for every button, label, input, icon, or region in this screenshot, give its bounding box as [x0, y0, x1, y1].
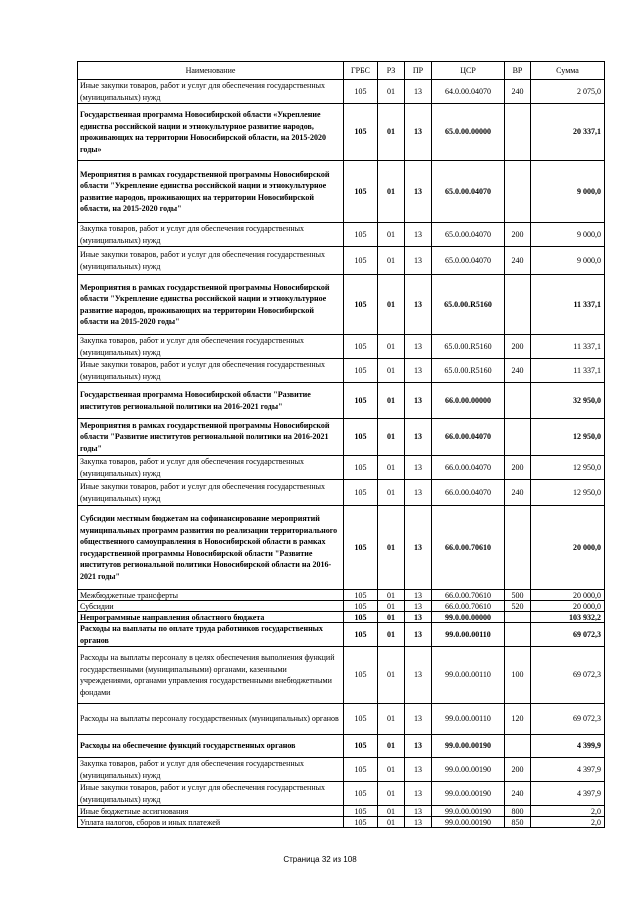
cell-rz: 01 — [378, 247, 405, 275]
cell-grbs: 105 — [344, 623, 378, 647]
cell-name: Уплата налогов, сборов и иных платежей — [78, 817, 344, 828]
table-row — [78, 612, 605, 623]
cell-name: Государственная программа Новосибирской области «Укрепление единства российской нации и этнокультурное развитие народов, проживающих на территории Новосибирской области, на 2015-2020 годы» — [78, 104, 344, 161]
table-row — [78, 817, 605, 828]
cell-name: Государственная программа Новосибирской области "Развитие институтов региональной политики на 2016-2021 годы" — [78, 383, 344, 419]
cell-vr: 500 — [505, 590, 531, 601]
cell-sum: 20 000,0 — [531, 590, 605, 601]
table-row — [78, 782, 605, 806]
cell-pr: 13 — [405, 806, 432, 817]
table-row — [78, 80, 605, 104]
cell-name: Закупка товаров, работ и услуг для обеспечения государственных (муниципальных) нужд — [78, 223, 344, 247]
cell-csr: 65.0.00.04070 — [432, 161, 505, 223]
cell-pr: 13 — [405, 704, 432, 735]
header-pr: ПР — [405, 62, 432, 80]
table-row — [78, 590, 605, 601]
cell-name: Мероприятия в рамках государственной программы Новосибирской области "Укрепление единства российской нации и этнокультурное развитие народов, проживающих на территории Новосибирской области, на 2015-2020 годы" — [78, 161, 344, 223]
header-vr: ВР — [505, 62, 531, 80]
cell-rz: 01 — [378, 456, 405, 480]
cell-rz: 01 — [378, 275, 405, 335]
cell-name: Закупка товаров, работ и услуг для обеспечения государственных (муниципальных) нужд — [78, 758, 344, 782]
cell-vr: 240 — [505, 782, 531, 806]
cell-rz: 01 — [378, 704, 405, 735]
cell-name: Расходы на выплаты персоналу в целях обеспечения выполнения функций государственными (муниципальными) органами, казенными учреждениями, органами управления государственными внебюджетными фондами — [78, 647, 344, 704]
table-row — [78, 704, 605, 735]
cell-rz: 01 — [378, 506, 405, 590]
cell-pr: 13 — [405, 275, 432, 335]
cell-grbs: 105 — [344, 735, 378, 758]
cell-csr: 66.0.00.04070 — [432, 480, 505, 506]
cell-name: Иные закупки товаров, работ и услуг для обеспечения государственных (муниципальных) нужд — [78, 359, 344, 383]
cell-pr: 13 — [405, 80, 432, 104]
table-row — [78, 480, 605, 506]
cell-pr: 13 — [405, 104, 432, 161]
cell-name: Иные закупки товаров, работ и услуг для обеспечения государственных (муниципальных) нужд — [78, 80, 344, 104]
cell-grbs: 105 — [344, 275, 378, 335]
cell-csr: 65.0.00.R5160 — [432, 275, 505, 335]
cell-vr: 240 — [505, 359, 531, 383]
cell-name: Расходы на выплаты по оплате труда работников государственных органов — [78, 623, 344, 647]
table-row — [78, 601, 605, 612]
cell-vr — [505, 506, 531, 590]
budget-table-container — [77, 61, 604, 828]
cell-csr: 99.0.00.00190 — [432, 817, 505, 828]
cell-vr: 200 — [505, 223, 531, 247]
cell-grbs: 105 — [344, 601, 378, 612]
cell-rz: 01 — [378, 758, 405, 782]
table-row — [78, 647, 605, 704]
cell-pr: 13 — [405, 623, 432, 647]
cell-csr: 99.0.00.00110 — [432, 647, 505, 704]
cell-csr: 66.0.00.70610 — [432, 506, 505, 590]
cell-sum: 20 337,1 — [531, 104, 605, 161]
cell-grbs: 105 — [344, 590, 378, 601]
cell-csr: 66.0.00.04070 — [432, 419, 505, 456]
header-rz: РЗ — [378, 62, 405, 80]
cell-rz: 01 — [378, 480, 405, 506]
cell-vr: 240 — [505, 247, 531, 275]
cell-pr: 13 — [405, 480, 432, 506]
cell-vr — [505, 275, 531, 335]
cell-grbs: 105 — [344, 782, 378, 806]
cell-rz: 01 — [378, 161, 405, 223]
cell-name: Субсидии местным бюджетам на софинансирование мероприятий муниципальных программ развития по реализации территориального общественного самоуправления в Новосибирской области в рамках государственной программы Новосибирской области "Развитие институтов региональной политики Новосибирской области на 2016-2021 годы" — [78, 506, 344, 590]
cell-grbs: 105 — [344, 612, 378, 623]
cell-sum: 2,0 — [531, 817, 605, 828]
table-row — [78, 806, 605, 817]
cell-name: Мероприятия в рамках государственной программы Новосибирской области "Развитие институтов региональной политики на 2016-2021 годы" — [78, 419, 344, 456]
header-name: Наименование — [78, 62, 344, 80]
cell-grbs: 105 — [344, 480, 378, 506]
cell-name: Межбюджетные трансферты — [78, 590, 344, 601]
cell-sum: 2 075,0 — [531, 80, 605, 104]
cell-sum: 32 950,0 — [531, 383, 605, 419]
cell-csr: 99.0.00.00190 — [432, 806, 505, 817]
cell-pr: 13 — [405, 735, 432, 758]
table-row — [78, 223, 605, 247]
cell-grbs: 105 — [344, 506, 378, 590]
cell-sum: 11 337,1 — [531, 359, 605, 383]
cell-vr: 240 — [505, 480, 531, 506]
cell-rz: 01 — [378, 612, 405, 623]
cell-sum: 4 399,9 — [531, 735, 605, 758]
cell-name: Субсидии — [78, 601, 344, 612]
cell-grbs: 105 — [344, 104, 378, 161]
cell-vr: 100 — [505, 647, 531, 704]
cell-vr: 200 — [505, 456, 531, 480]
cell-vr: 120 — [505, 704, 531, 735]
cell-csr: 66.0.00.00000 — [432, 383, 505, 419]
cell-sum: 9 000,0 — [531, 247, 605, 275]
cell-rz: 01 — [378, 647, 405, 704]
cell-vr: 240 — [505, 80, 531, 104]
cell-vr — [505, 104, 531, 161]
cell-csr: 99.0.00.00110 — [432, 623, 505, 647]
cell-sum: 4 397,9 — [531, 758, 605, 782]
cell-grbs: 105 — [344, 647, 378, 704]
cell-sum: 9 000,0 — [531, 161, 605, 223]
cell-vr — [505, 419, 531, 456]
table-row — [78, 104, 605, 161]
cell-vr — [505, 612, 531, 623]
cell-rz: 01 — [378, 623, 405, 647]
cell-sum: 2,0 — [531, 806, 605, 817]
cell-sum: 69 072,3 — [531, 647, 605, 704]
header-sum: Сумма — [531, 62, 605, 80]
table-row — [78, 335, 605, 359]
cell-grbs: 105 — [344, 80, 378, 104]
table-row — [78, 735, 605, 758]
cell-csr: 66.0.00.70610 — [432, 601, 505, 612]
cell-sum: 20 000,0 — [531, 506, 605, 590]
cell-rz: 01 — [378, 782, 405, 806]
cell-pr: 13 — [405, 383, 432, 419]
cell-sum: 4 397,9 — [531, 782, 605, 806]
cell-grbs: 105 — [344, 335, 378, 359]
cell-pr: 13 — [405, 601, 432, 612]
cell-csr: 99.0.00.00110 — [432, 704, 505, 735]
cell-rz: 01 — [378, 817, 405, 828]
cell-pr: 13 — [405, 647, 432, 704]
cell-rz: 01 — [378, 419, 405, 456]
cell-csr: 99.0.00.00000 — [432, 612, 505, 623]
cell-vr — [505, 161, 531, 223]
cell-grbs: 105 — [344, 223, 378, 247]
cell-vr: 800 — [505, 806, 531, 817]
cell-csr: 66.0.00.04070 — [432, 456, 505, 480]
header-csr: ЦСР — [432, 62, 505, 80]
cell-pr: 13 — [405, 359, 432, 383]
cell-pr: 13 — [405, 161, 432, 223]
cell-rz: 01 — [378, 383, 405, 419]
cell-sum: 12 950,0 — [531, 456, 605, 480]
cell-sum: 11 337,1 — [531, 335, 605, 359]
cell-grbs: 105 — [344, 817, 378, 828]
cell-rz: 01 — [378, 359, 405, 383]
cell-name: Расходы на обеспечение функций государственных органов — [78, 735, 344, 758]
cell-name: Иные бюджетные ассигнования — [78, 806, 344, 817]
table-row — [78, 623, 605, 647]
table-row — [78, 161, 605, 223]
cell-rz: 01 — [378, 601, 405, 612]
cell-rz: 01 — [378, 335, 405, 359]
cell-csr: 65.0.00.R5160 — [432, 335, 505, 359]
cell-pr: 13 — [405, 247, 432, 275]
cell-vr: 850 — [505, 817, 531, 828]
table-header-row — [78, 62, 605, 80]
cell-rz: 01 — [378, 104, 405, 161]
cell-grbs: 105 — [344, 806, 378, 817]
cell-pr: 13 — [405, 456, 432, 480]
cell-grbs: 105 — [344, 247, 378, 275]
cell-pr: 13 — [405, 782, 432, 806]
cell-csr: 99.0.00.00190 — [432, 758, 505, 782]
cell-csr: 65.0.00.04070 — [432, 223, 505, 247]
cell-pr: 13 — [405, 817, 432, 828]
table-row — [78, 383, 605, 419]
cell-name: Иные закупки товаров, работ и услуг для обеспечения государственных (муниципальных) нужд — [78, 247, 344, 275]
cell-vr — [505, 383, 531, 419]
cell-rz: 01 — [378, 735, 405, 758]
cell-name: Иные закупки товаров, работ и услуг для обеспечения государственных (муниципальных) нужд — [78, 782, 344, 806]
budget-table — [77, 61, 605, 828]
cell-csr: 99.0.00.00190 — [432, 735, 505, 758]
cell-vr: 200 — [505, 335, 531, 359]
cell-name: Расходы на выплаты персоналу государственных (муниципальных) органов — [78, 704, 344, 735]
cell-sum: 103 932,2 — [531, 612, 605, 623]
cell-vr: 200 — [505, 758, 531, 782]
cell-name: Непрограммные направления областного бюджета — [78, 612, 344, 623]
cell-pr: 13 — [405, 758, 432, 782]
cell-sum: 11 337,1 — [531, 275, 605, 335]
cell-name: Мероприятия в рамках государственной программы Новосибирской области "Укрепление единства российской нации и этнокультурное развитие народов, проживающих на территории Новосибирской области на 2015-2020 годы" — [78, 275, 344, 335]
cell-sum: 20 000,0 — [531, 601, 605, 612]
cell-name: Закупка товаров, работ и услуг для обеспечения государственных (муниципальных) нужд — [78, 335, 344, 359]
cell-grbs: 105 — [344, 161, 378, 223]
cell-name: Закупка товаров, работ и услуг для обеспечения государственных (муниципальных) нужд — [78, 456, 344, 480]
table-row — [78, 359, 605, 383]
table-row — [78, 247, 605, 275]
cell-csr: 66.0.00.70610 — [432, 590, 505, 601]
table-row — [78, 419, 605, 456]
cell-rz: 01 — [378, 223, 405, 247]
cell-vr: 520 — [505, 601, 531, 612]
cell-csr: 99.0.00.00190 — [432, 782, 505, 806]
cell-grbs: 105 — [344, 704, 378, 735]
cell-pr: 13 — [405, 612, 432, 623]
cell-pr: 13 — [405, 590, 432, 601]
cell-pr: 13 — [405, 335, 432, 359]
cell-pr: 13 — [405, 223, 432, 247]
cell-grbs: 105 — [344, 758, 378, 782]
cell-pr: 13 — [405, 419, 432, 456]
cell-vr — [505, 623, 531, 647]
cell-sum: 12 950,0 — [531, 419, 605, 456]
cell-vr — [505, 735, 531, 758]
cell-grbs: 105 — [344, 383, 378, 419]
cell-sum: 12 950,0 — [531, 480, 605, 506]
table-row — [78, 456, 605, 480]
cell-name: Иные закупки товаров, работ и услуг для обеспечения государственных (муниципальных) нужд — [78, 480, 344, 506]
cell-grbs: 105 — [344, 359, 378, 383]
cell-grbs: 105 — [344, 419, 378, 456]
table-row — [78, 275, 605, 335]
cell-csr: 65.0.00.R5160 — [432, 359, 505, 383]
cell-sum: 69 072,3 — [531, 623, 605, 647]
cell-csr: 65.0.00.04070 — [432, 247, 505, 275]
page-footer: Страница 32 из 108 — [283, 855, 357, 864]
cell-sum: 69 072,3 — [531, 704, 605, 735]
cell-rz: 01 — [378, 80, 405, 104]
table-row — [78, 758, 605, 782]
cell-pr: 13 — [405, 506, 432, 590]
cell-rz: 01 — [378, 806, 405, 817]
cell-grbs: 105 — [344, 456, 378, 480]
cell-csr: 65.0.00.00000 — [432, 104, 505, 161]
cell-sum: 9 000,0 — [531, 223, 605, 247]
cell-rz: 01 — [378, 590, 405, 601]
table-body — [78, 80, 605, 828]
table-row — [78, 506, 605, 590]
header-grbs: ГРБС — [344, 62, 378, 80]
cell-csr: 64.0.00.04070 — [432, 80, 505, 104]
